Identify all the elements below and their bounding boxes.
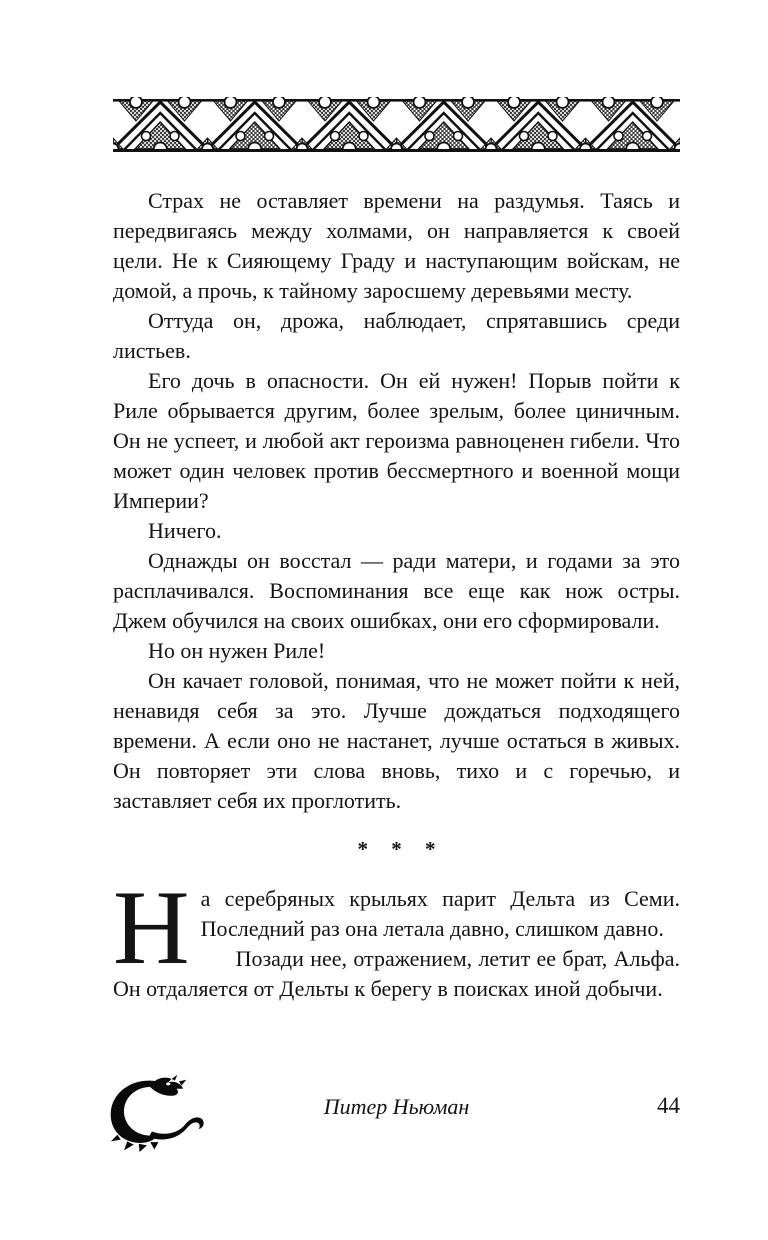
dropcap-paragraph-text: а серебряных крыльях парит Дельта из Семи. Последний раз она летала давно, слишком давно. [200, 886, 680, 941]
body-paragraph: Ничего. [148, 518, 222, 543]
page-number: 44 [657, 1093, 680, 1118]
body-paragraph: Его дочь в опасности. Он ей нужен! Порыв пойти к Риле обрывается другим, более зрелым, более циничным. Он не успеет, и любой акт героизма равноценен гибели. Что может один человек против бессмертного и военной мощи Империи? [113, 368, 680, 513]
body-paragraph: Однажды он восстал — ради матери, и годами за это расплачивался. Воспоминания все еще как нож остры. Джем обучился на своих ошибках, они его сформировали. [113, 548, 680, 633]
body-paragraph: Оттуда он, дрожа, наблюдает, спрятавшись среди листьев. [113, 308, 680, 363]
drop-cap-letter: Н [113, 869, 190, 986]
body-paragraph: Он качает головой, понимая, что не может пойти к ней, ненавидя себя за это. Лучше дождаться подходящего времени. А если оно не настанет, лучше остаться в живых. Он повторяет эти слова вновь, тихо и с горечью, и заставляет себя их проглотить. [113, 668, 680, 813]
section-separator: * * * [357, 837, 445, 861]
body-paragraph: Позади нее, отражением, летит ее брат, Альфа. Он отдаляется от Дельты к берегу в поисках иной добычи. [113, 946, 680, 1001]
body-paragraph: Страх не оставляет времени на раздумья. Таясь и передвигаясь между холмами, он направляется к своей цели. Не к Сияющему Граду и наступающим войскам, не домой, а прочь, к тайному заросшему деревьями месту. [113, 188, 680, 303]
page-footer [113, 1072, 680, 1157]
body-paragraph: Но он нужен Риле! [148, 638, 326, 663]
running-title-author: Питер Ньюман [323, 1094, 470, 1119]
zigzag-border-ornament-icon [113, 97, 680, 152]
text-column [113, 186, 680, 1004]
